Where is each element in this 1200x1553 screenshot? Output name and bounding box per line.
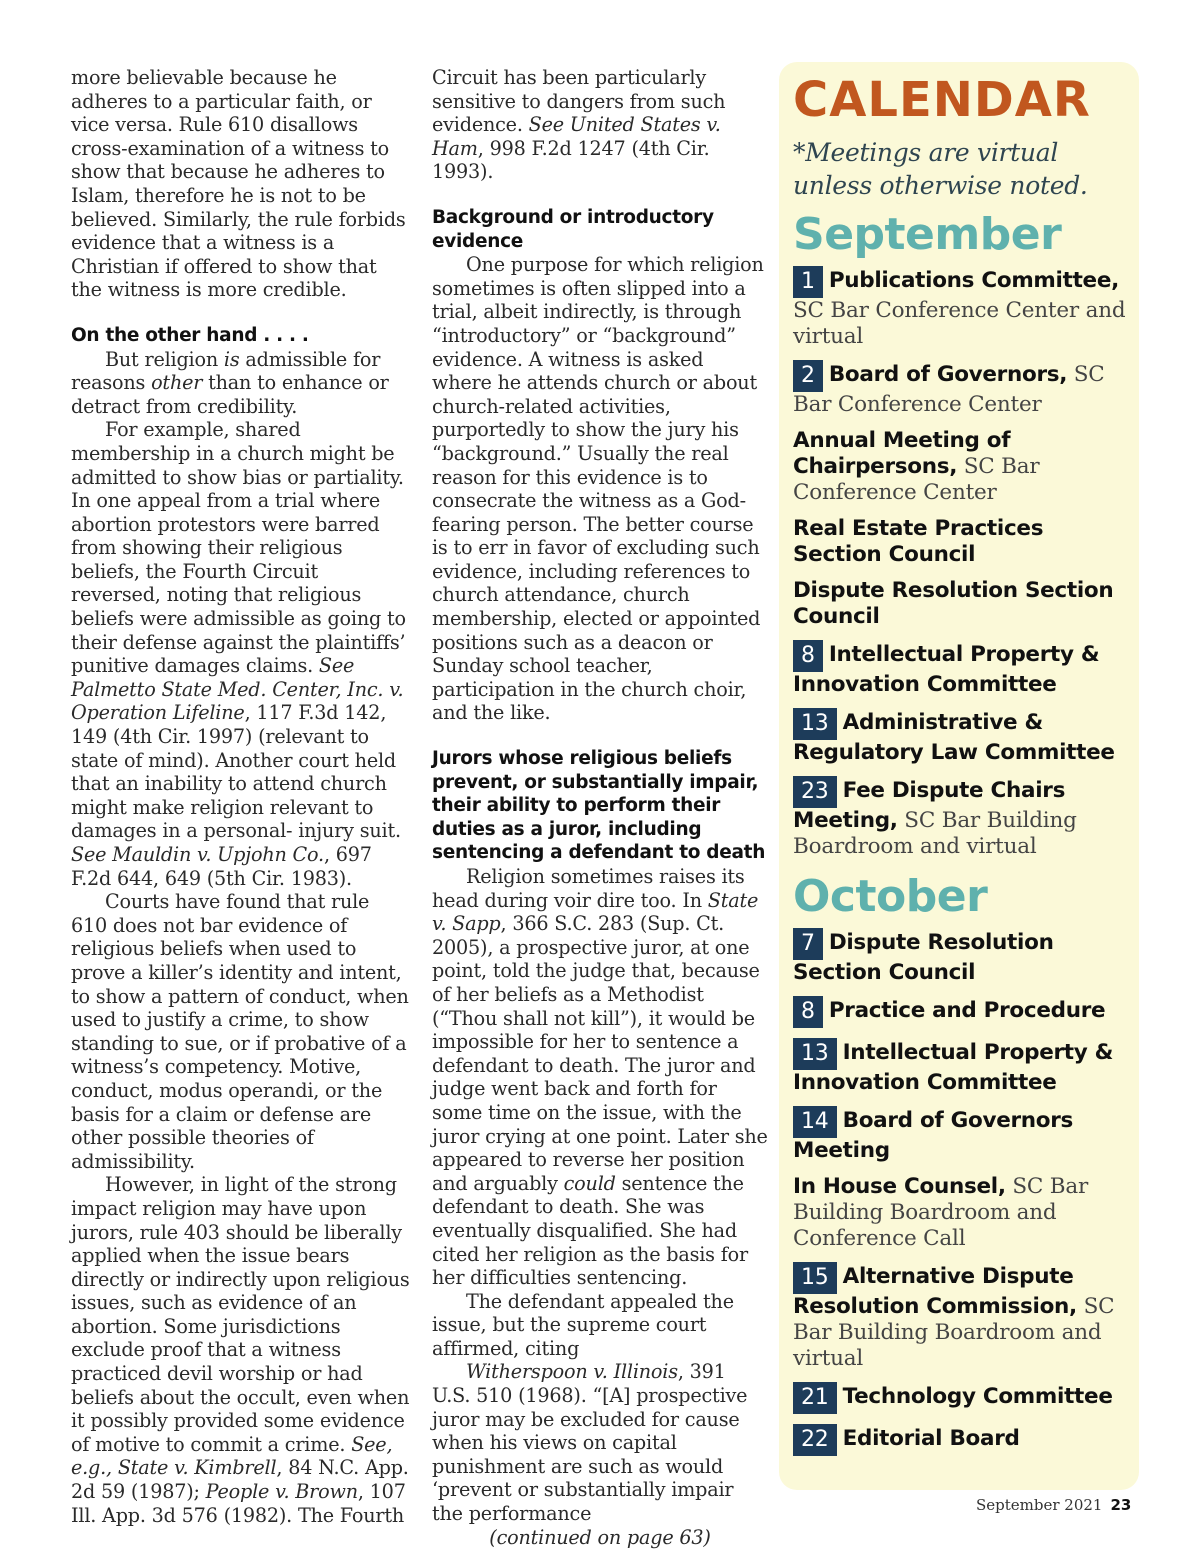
event-location: SC Bar Conference Center xyxy=(793,454,1040,505)
calendar-event xyxy=(793,776,1127,860)
calendar-event xyxy=(793,428,1127,506)
event-day-badge: 21 xyxy=(793,1382,837,1414)
event-day-badge: 14 xyxy=(793,1106,837,1138)
text-run: However, in light of the strong impact religion may have upon jurors, rule 403 should be liberally applied when the issue bears directly or indirectly upon religious issues, such as evidence of an abortion. Some jurisdictions exclude proof that a witness practiced devil worship or had beliefs about the occult, even when it possibly provided some evidence of motive to commit a crime. xyxy=(71,1173,410,1456)
paragraph xyxy=(71,348,411,419)
calendar-event xyxy=(793,996,1127,1028)
calendar-event xyxy=(793,1174,1127,1252)
section-heading: Jurors whose religious beliefs prevent, or substantially impair, their ability to perform their duties as a juror, including sentencing a defendant to death xyxy=(432,748,766,864)
event-name: Real Estate Practices Section Council xyxy=(793,516,1044,567)
text-run: could xyxy=(563,1171,616,1195)
text-run: For example, shared membership in a church might be admitted to show bias or partiality. In one appeal from a trial where abortion protestors were barred from showing their religious beliefs, the Fourth Circuit reversed, noting that religious beliefs were admissible as going to their defense against the plaintiffs’ punitive damages claims. xyxy=(71,418,406,678)
event-location: SC Bar Conference Center xyxy=(793,362,1105,417)
event-day-badge: 7 xyxy=(793,928,823,960)
paragraph: One purpose for which religion sometimes is often slipped into a trial, albeit indirectly, is through “introductory” or “background” evidence. A witness is asked where he attends church or about church-related activities, purportedly to show the jury his “background.” Usually the real reason for this evidence is to consecrate the witness as a God-fearing person. The better course is to err in favor of excluding such evidence, including references to church attendance, church membership, elected or appointed positions such as a deacon or Sunday school teacher, participation in the church choir, and the like. xyxy=(432,253,764,725)
paragraph xyxy=(432,1360,768,1525)
event-day-badge: 2 xyxy=(793,360,823,392)
event-day-badge: 8 xyxy=(793,996,823,1028)
paragraph xyxy=(432,66,768,184)
page-number: 23 xyxy=(1110,1496,1132,1514)
event-name: Intellectual Property & Innovation Committee xyxy=(793,1040,1114,1095)
section-heading: Background or introductory evidence xyxy=(432,206,714,252)
event-location: SC Bar Building Boardroom and virtual xyxy=(793,808,1077,859)
text-run: , 998 F.2d 1247 (4th Cir. 1993). xyxy=(432,136,710,184)
text-run: sentence the defendant to death. She was eventually disqualified. She had cited her religion as the basis for her difficulties sentencing. xyxy=(432,1171,748,1290)
event-location: SC Bar Building Boardroom and virtual xyxy=(793,1294,1115,1371)
text-run: admissible for reasons xyxy=(71,347,381,395)
event-day-badge: 15 xyxy=(793,1262,837,1294)
event-name: Annual Meeting of Chairpersons, xyxy=(793,428,1011,479)
paragraph: The defendant appealed the issue, but the supreme court affirmed, citing xyxy=(432,1289,734,1360)
event-name: Practice and Procedure xyxy=(828,998,1106,1023)
calendar-event xyxy=(793,928,1127,986)
text-run: , 84 N.C. App. 2d 59 (1987); xyxy=(71,1456,409,1504)
text-run: Circuit has been particularly sensitive to dangers from such evidence. xyxy=(432,66,726,137)
calendar-event xyxy=(793,1382,1127,1414)
event-day-badge: 8 xyxy=(793,640,823,672)
event-location: SC Bar Building Boardroom and Conference Call xyxy=(793,1174,1089,1251)
calendar-event xyxy=(793,516,1127,568)
paragraph: Courts have found that rule 610 does not bar evidence of religious beliefs when used to prove a killer’s identity and intent, to show a pattern of conduct, when used to justify a crime, to show standing to sue, or if probative of a witness’s competency. Motive, conduct, modus operandi, or the basis for a claim or defense are other possible theories of admissibility. xyxy=(71,890,409,1173)
calendar-event xyxy=(793,1106,1127,1164)
calendar-event xyxy=(793,1262,1127,1372)
event-name: Intellectual Property & Innovation Committee xyxy=(793,642,1100,697)
text-run: , 107 Ill. App. 3d 576 (1982). The Fourth xyxy=(71,1480,406,1527)
september-events xyxy=(793,266,1127,860)
event-name: Dispute Resolution Section Council xyxy=(793,930,1054,985)
citation: People v. Brown xyxy=(205,1480,358,1504)
text-run: is xyxy=(223,347,240,371)
citation: State v. Sapp xyxy=(432,888,759,936)
event-name: Dispute Resolution Section Council xyxy=(793,578,1114,629)
text-run: , 697 F.2d 644, 649 (5th Cir. 1983). xyxy=(71,843,372,890)
citation: Witherspoon v. Illinois xyxy=(466,1360,678,1384)
text-run: , 391 U.S. 510 (1968). “[A] prospective juror may be excluded for cause when his views on capital punishment are such as would ‘prevent or substantially impair the performance xyxy=(432,1360,748,1526)
event-day-badge: 13 xyxy=(793,708,837,740)
event-day-badge: 1 xyxy=(793,266,823,298)
calendar-event xyxy=(793,578,1127,630)
article-column-middle xyxy=(432,66,768,1549)
citation: See, e.g., State v. Kimbrell xyxy=(71,1432,393,1480)
calendar-event xyxy=(793,708,1127,766)
event-name: Fee Dispute Chairs Meeting, xyxy=(793,778,1066,833)
text-run: than to enhance or detract from credibility. xyxy=(71,371,389,418)
calendar-event xyxy=(793,360,1127,418)
text-run: But religion xyxy=(105,347,224,371)
calendar-event xyxy=(793,1038,1127,1096)
event-name: Administrative & Regulatory Law Committee xyxy=(793,710,1115,765)
calendar-note: *Meetings are virtual unless otherwise noted. xyxy=(793,138,1088,200)
event-name: In House Counsel, xyxy=(793,1174,1006,1199)
text-run: other xyxy=(151,371,203,395)
text-run: , 117 F.3d 142, 149 (4th Cir. 1997) (relevant to state of mind). Another court held that an inability to attend church might make religion relevant to damages in a personal- injury suit. xyxy=(71,701,401,843)
paragraph xyxy=(71,1173,411,1527)
continued-note: (continued on page 63) xyxy=(489,1525,711,1549)
citation: See Mauldin v. Upjohn Co. xyxy=(71,843,324,866)
paragraph xyxy=(71,418,411,890)
text-run: Religion sometimes raises its head during voir dire too. In xyxy=(432,865,745,912)
article-column-left xyxy=(71,66,411,1527)
october-events xyxy=(793,928,1127,1456)
event-day-badge: 22 xyxy=(793,1424,837,1456)
citation: See Palmetto State Med. Center, Inc. v. Operation Lifeline xyxy=(71,654,404,725)
event-name: Board of Governors, xyxy=(828,362,1068,387)
text-run: , 366 S.C. 283 (Sup. Ct. 2005), a prospective juror, at one point, told the judge that, because of her beliefs as a Methodist (“Thou shall not kill”), it would be impossible for her to sentence a defendant to death. The juror and judge went back and forth for some time on the issue, with the juror crying at one point. Later she appeared to reverse her position and arguably xyxy=(432,912,768,1195)
page-footer xyxy=(976,1496,1131,1514)
section-heading: On the other hand . . . . xyxy=(71,324,309,346)
calendar-event xyxy=(793,1424,1127,1456)
event-day-badge: 23 xyxy=(793,776,837,808)
citation: See United States v. Ham xyxy=(432,113,721,160)
month-heading-september: September xyxy=(793,209,1062,260)
paragraph xyxy=(432,865,768,1290)
event-name: Technology Committee xyxy=(842,1384,1113,1409)
event-day-badge: 13 xyxy=(793,1038,837,1070)
event-name: Publications Committee, xyxy=(828,268,1119,293)
event-name: Editorial Board xyxy=(842,1426,1020,1451)
calendar-sidebar xyxy=(779,62,1139,1490)
event-name: Board of Governors Meeting xyxy=(793,1108,1074,1163)
month-heading-october: October xyxy=(793,871,988,922)
event-location: SC Bar Conference Center and virtual xyxy=(793,298,1126,349)
event-name: Alternative Dispute Resolution Commission, xyxy=(793,1264,1077,1319)
calendar-title: CALENDAR xyxy=(793,72,1091,128)
issue-date: September 2021 xyxy=(976,1496,1103,1514)
calendar-event xyxy=(793,640,1127,698)
paragraph: more believable because he adheres to a particular faith, or vice versa. Rule 610 disallows cross-examination of a witness to show that because he adheres to Islam, therefore he is not to be believed. Similarly, the rule forbids evidence that a witness is a Christian if offered to show that the witness is more credible. xyxy=(71,66,406,302)
calendar-event xyxy=(793,266,1127,350)
